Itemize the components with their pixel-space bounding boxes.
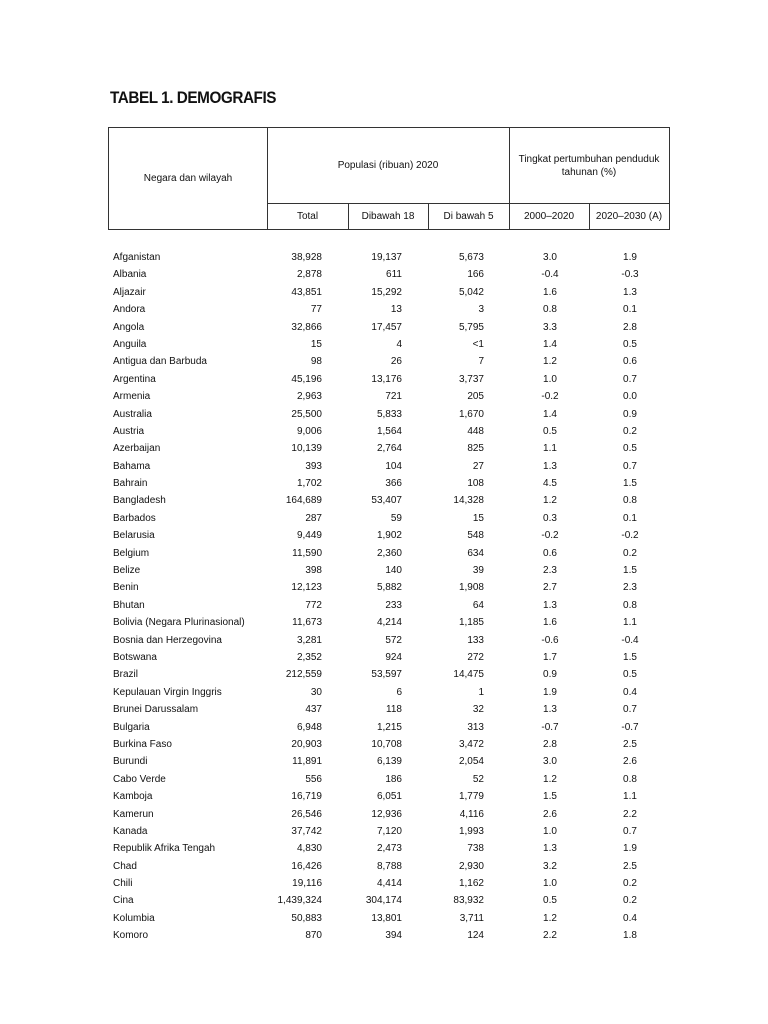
under-5-cell: 39	[472, 565, 484, 577]
total-cell: 287	[305, 512, 322, 524]
total-cell: 772	[305, 599, 322, 611]
growth-2020-2030-cell: 0.9	[623, 408, 637, 420]
total-cell: 15	[310, 338, 322, 350]
growth-2020-2030-cell: 1.9	[623, 252, 637, 263]
under-5-cell: 3,472	[458, 738, 484, 750]
table-row	[0, 510, 768, 527]
growth-2000-2020-cell: 1.2	[543, 912, 557, 924]
growth-2000-2020-cell: -0.7	[541, 721, 559, 733]
growth-2000-2020-cell: 1.7	[543, 651, 557, 663]
under-5-cell: 3,711	[459, 912, 484, 924]
growth-2000-2020-cell: 0.3	[543, 512, 557, 524]
growth-2000-2020-cell: 1.3	[543, 599, 557, 611]
growth-2020-2030-cell: -0.2	[621, 530, 639, 542]
total-cell: 37,742	[291, 825, 322, 837]
total-cell: 77	[310, 304, 322, 316]
country-cell: Belize	[113, 565, 141, 577]
under-18-cell: 1,564	[376, 425, 402, 437]
under-18-cell: 13	[390, 304, 402, 316]
table-row	[0, 284, 768, 301]
under-5-cell: 83,932	[453, 895, 484, 907]
under-5-cell: 64	[472, 599, 484, 611]
header-under-18: Dibawah 18	[361, 210, 415, 222]
under-5-cell: 124	[467, 930, 484, 942]
growth-2000-2020-cell: -0.2	[541, 530, 559, 542]
country-cell: Cina	[113, 895, 134, 907]
growth-2020-2030-cell: 1.5	[623, 565, 637, 577]
table-row	[0, 614, 768, 631]
growth-2000-2020-cell: 1.1	[543, 443, 557, 455]
country-cell: Bosnia dan Herzegovina	[113, 634, 222, 646]
growth-2020-2030-cell: 1.5	[623, 478, 637, 490]
under-18-cell: 17,457	[371, 321, 402, 333]
table-row	[0, 632, 768, 649]
country-cell: Bahama	[113, 460, 151, 472]
under-18-cell: 4,414	[376, 878, 402, 890]
table-row	[0, 423, 768, 440]
table-row	[0, 649, 768, 666]
total-cell: 20,903	[291, 738, 322, 750]
under-18-cell: 1,902	[376, 530, 402, 542]
table-row	[0, 406, 768, 423]
growth-2020-2030-cell: 2.6	[623, 756, 637, 768]
growth-2020-2030-cell: 2.3	[623, 582, 637, 594]
growth-2000-2020-cell: 1.0	[543, 825, 557, 837]
total-cell: 212,559	[285, 669, 322, 681]
table-row	[0, 249, 768, 266]
table-row	[0, 597, 768, 614]
table-header	[108, 127, 670, 230]
country-cell: Burundi	[113, 756, 148, 768]
table-row	[0, 475, 768, 492]
growth-2020-2030-cell: -0.3	[621, 269, 639, 281]
country-cell: Bulgaria	[113, 721, 150, 733]
under-5-cell: 272	[467, 651, 484, 663]
growth-2020-2030-cell: 0.8	[623, 599, 637, 611]
table-row	[0, 719, 768, 736]
table-body	[0, 249, 768, 945]
growth-2000-2020-cell: -0.6	[541, 634, 559, 646]
table-row	[0, 562, 768, 579]
growth-2000-2020-cell: 1.3	[543, 460, 557, 472]
under-5-cell: 27	[472, 460, 484, 472]
under-5-cell: 108	[467, 478, 484, 490]
under-5-cell: 448	[467, 425, 484, 437]
under-18-cell: 5,882	[376, 582, 402, 594]
country-cell: Belarusia	[113, 530, 155, 542]
growth-2000-2020-cell: -0.4	[541, 269, 559, 281]
country-cell: Kamboja	[113, 791, 153, 803]
total-cell: 2,963	[296, 391, 322, 403]
growth-2020-2030-cell: 1.8	[623, 930, 637, 942]
under-18-cell: 2,473	[376, 843, 402, 855]
country-cell: Armenia	[113, 391, 151, 403]
header-country: Negara dan wilayah	[143, 173, 233, 184]
under-18-cell: 19,137	[371, 252, 402, 263]
growth-2020-2030-cell: -0.7	[621, 721, 639, 733]
table-row	[0, 892, 768, 909]
table-row	[0, 840, 768, 857]
total-cell: 38,928	[291, 252, 322, 263]
total-cell: 32,866	[291, 321, 322, 333]
total-cell: 6,948	[296, 721, 322, 733]
under-5-cell: 634	[467, 547, 484, 559]
growth-2020-2030-cell: 0.8	[623, 495, 637, 507]
under-18-cell: 104	[385, 460, 402, 472]
under-18-cell: 12,936	[371, 808, 402, 820]
country-cell: Argentina	[113, 373, 156, 385]
growth-2020-2030-cell: 1.5	[623, 651, 637, 663]
growth-2020-2030-cell: 0.7	[623, 460, 637, 472]
under-5-cell: 3,737	[458, 373, 484, 385]
header-growth: Tingkat pertumbuhan penduduk tahunan (%)	[518, 153, 660, 178]
country-cell: Austria	[113, 425, 145, 437]
table-row	[0, 910, 768, 927]
under-18-cell: 140	[385, 565, 402, 577]
under-5-cell: 1,908	[458, 582, 484, 594]
total-cell: 556	[305, 773, 322, 785]
growth-2020-2030-cell: 0.5	[623, 338, 637, 350]
country-cell: Republik Afrika Tengah	[113, 843, 216, 855]
total-cell: 4,830	[296, 843, 322, 855]
growth-2000-2020-cell: 1.6	[543, 286, 557, 298]
under-18-cell: 4,214	[376, 617, 402, 629]
growth-2000-2020-cell: 2.6	[543, 808, 557, 820]
growth-2000-2020-cell: 1.9	[543, 686, 557, 698]
country-cell: Barbados	[113, 512, 156, 524]
country-cell: Kepulauan Virgin Inggris	[113, 686, 222, 698]
country-cell: Brazil	[113, 669, 139, 681]
under-5-cell: 1	[478, 686, 484, 698]
country-cell: Chad	[113, 860, 137, 872]
growth-2000-2020-cell: 0.8	[543, 304, 557, 316]
growth-2000-2020-cell: 1.3	[543, 843, 557, 855]
under-18-cell: 572	[385, 634, 402, 646]
country-cell: Kamerun	[113, 808, 154, 820]
under-18-cell: 13,801	[371, 912, 402, 924]
growth-2000-2020-cell: 1.4	[543, 408, 557, 420]
growth-2000-2020-cell: 2.2	[543, 930, 557, 942]
growth-2000-2020-cell: 3.0	[543, 756, 557, 768]
growth-2000-2020-cell: 2.8	[543, 738, 557, 750]
total-cell: 50,883	[291, 912, 322, 924]
page-title: TABEL 1. DEMOGRAFIS	[110, 88, 277, 107]
growth-2020-2030-cell: 0.4	[623, 686, 637, 698]
growth-2000-2020-cell: 1.6	[543, 617, 557, 629]
growth-2020-2030-cell: 1.3	[623, 286, 637, 298]
header-under-5: Di bawah 5	[443, 210, 494, 222]
under-5-cell: 825	[467, 443, 484, 455]
table-row	[0, 788, 768, 805]
growth-2020-2030-cell: 0.2	[623, 878, 637, 890]
total-cell: 1,702	[296, 478, 322, 490]
growth-2000-2020-cell: 2.7	[543, 582, 557, 594]
under-5-cell: 738	[467, 843, 484, 855]
under-5-cell: 4,116	[459, 808, 484, 820]
under-18-cell: 366	[385, 478, 402, 490]
under-18-cell: 15,292	[371, 286, 402, 298]
growth-2020-2030-cell: 2.2	[623, 808, 637, 820]
country-cell: Belgium	[113, 547, 150, 559]
header-growth-2000-2020: 2000–2020	[523, 210, 575, 222]
under-18-cell: 186	[385, 773, 402, 785]
growth-2020-2030-cell: 0.7	[623, 373, 637, 385]
under-5-cell: 5,042	[458, 286, 484, 298]
growth-2020-2030-cell: 0.5	[623, 669, 637, 681]
country-cell: Kanada	[113, 825, 148, 837]
table-row	[0, 319, 768, 336]
country-cell: Australia	[113, 408, 152, 420]
growth-2000-2020-cell: 4.5	[543, 478, 557, 490]
growth-2020-2030-cell: 0.8	[623, 773, 637, 785]
growth-2000-2020-cell: 1.2	[543, 495, 557, 507]
growth-2000-2020-cell: -0.2	[541, 391, 559, 403]
table-row	[0, 579, 768, 596]
growth-2000-2020-cell: 1.5	[543, 791, 557, 803]
total-cell: 10,139	[291, 443, 322, 455]
under-5-cell: 14,475	[453, 669, 484, 681]
growth-2020-2030-cell: 0.2	[623, 895, 637, 907]
total-cell: 19,116	[292, 878, 322, 890]
growth-2020-2030-cell: 0.5	[623, 443, 637, 455]
growth-2020-2030-cell: -0.4	[621, 634, 639, 646]
table-row	[0, 492, 768, 509]
under-18-cell: 233	[385, 599, 402, 611]
total-cell: 11,673	[292, 617, 322, 629]
total-cell: 164,689	[285, 495, 322, 507]
under-18-cell: 6,051	[376, 791, 402, 803]
growth-2000-2020-cell: 1.0	[543, 373, 557, 385]
country-cell: Afganistan	[113, 252, 161, 263]
growth-2000-2020-cell: 0.6	[543, 547, 557, 559]
table-row	[0, 388, 768, 405]
total-cell: 393	[305, 460, 322, 472]
under-18-cell: 611	[386, 269, 402, 281]
under-18-cell: 4	[396, 338, 402, 350]
country-cell: Bhutan	[113, 599, 145, 611]
growth-2020-2030-cell: 0.6	[623, 356, 637, 368]
under-5-cell: 205	[467, 391, 484, 403]
table-row	[0, 371, 768, 388]
total-cell: 25,500	[291, 408, 322, 420]
under-5-cell: 1,162	[458, 878, 484, 890]
header-population: Populasi (ribuan) 2020	[337, 160, 439, 171]
growth-2000-2020-cell: 3.0	[543, 252, 557, 263]
under-5-cell: 1,670	[458, 408, 484, 420]
total-cell: 9,006	[296, 425, 322, 437]
total-cell: 98	[310, 356, 322, 368]
under-5-cell: 1,185	[458, 617, 484, 629]
total-cell: 2,352	[296, 651, 322, 663]
under-18-cell: 8,788	[376, 860, 402, 872]
under-18-cell: 394	[385, 930, 402, 942]
under-18-cell: 304,174	[365, 895, 402, 907]
country-cell: Andora	[113, 304, 146, 316]
growth-2020-2030-cell: 0.7	[623, 704, 637, 716]
growth-2000-2020-cell: 3.2	[543, 860, 557, 872]
growth-2000-2020-cell: 2.3	[543, 565, 557, 577]
under-5-cell: 166	[467, 269, 484, 281]
under-5-cell: 1,993	[458, 825, 484, 837]
under-5-cell: 3	[478, 304, 484, 316]
under-18-cell: 53,597	[371, 669, 402, 681]
growth-2020-2030-cell: 1.1	[623, 617, 637, 629]
table-row	[0, 458, 768, 475]
under-18-cell: 53,407	[371, 495, 402, 507]
country-cell: Komoro	[113, 930, 149, 942]
under-18-cell: 6,139	[376, 756, 402, 768]
country-cell: Azerbaijan	[113, 443, 161, 455]
table-row	[0, 753, 768, 770]
total-cell: 11,590	[292, 547, 322, 559]
under-5-cell: 14,328	[453, 495, 484, 507]
under-18-cell: 10,708	[371, 738, 402, 750]
table-row	[0, 301, 768, 318]
total-cell: 870	[305, 930, 322, 942]
under-5-cell: 32	[472, 704, 484, 716]
table-row	[0, 806, 768, 823]
total-cell: 16,719	[291, 791, 322, 803]
country-cell: Angola	[113, 321, 145, 333]
total-cell: 1,439,324	[277, 895, 322, 907]
under-5-cell: <1	[472, 338, 484, 350]
total-cell: 2,878	[296, 269, 322, 281]
total-cell: 26,546	[291, 808, 322, 820]
growth-2020-2030-cell: 0.2	[623, 425, 637, 437]
under-18-cell: 13,176	[371, 373, 402, 385]
total-cell: 45,196	[291, 373, 322, 385]
under-5-cell: 313	[467, 721, 484, 733]
table-row	[0, 666, 768, 683]
country-cell: Burkina Faso	[113, 738, 172, 750]
total-cell: 12,123	[291, 582, 322, 594]
table-row	[0, 440, 768, 457]
table-row	[0, 701, 768, 718]
under-18-cell: 5,833	[376, 408, 402, 420]
growth-2020-2030-cell: 0.7	[623, 825, 637, 837]
total-cell: 398	[305, 565, 322, 577]
under-5-cell: 15	[472, 512, 484, 524]
country-cell: Benin	[113, 582, 139, 594]
total-cell: 9,449	[296, 530, 322, 542]
under-5-cell: 1,779	[458, 791, 484, 803]
header-total: Total	[296, 210, 319, 222]
growth-2000-2020-cell: 1.0	[543, 878, 557, 890]
growth-2000-2020-cell: 0.5	[543, 895, 557, 907]
total-cell: 11,891	[292, 756, 322, 768]
under-5-cell: 133	[467, 634, 484, 646]
total-cell: 16,426	[291, 860, 322, 872]
growth-2020-2030-cell: 0.1	[623, 512, 637, 524]
table-row	[0, 823, 768, 840]
under-18-cell: 2,360	[376, 547, 402, 559]
table-row	[0, 353, 768, 370]
growth-2000-2020-cell: 0.9	[543, 669, 557, 681]
country-cell: Chili	[113, 878, 133, 890]
table-row	[0, 545, 768, 562]
under-18-cell: 2,764	[376, 443, 402, 455]
total-cell: 437	[305, 704, 322, 716]
under-18-cell: 924	[385, 651, 402, 663]
country-cell: Albania	[113, 269, 147, 281]
country-cell: Brunei Darussalam	[113, 704, 199, 716]
total-cell: 43,851	[291, 286, 322, 298]
under-18-cell: 59	[390, 512, 402, 524]
under-5-cell: 7	[478, 356, 484, 368]
table-row	[0, 336, 768, 353]
table-row	[0, 684, 768, 701]
growth-2020-2030-cell: 2.5	[623, 860, 637, 872]
country-cell: Botswana	[113, 651, 157, 663]
header-growth-2020-2030: 2020–2030 (A)	[595, 210, 663, 222]
country-cell: Anguila	[113, 338, 147, 350]
table-row	[0, 771, 768, 788]
growth-2020-2030-cell: 1.9	[623, 843, 637, 855]
total-cell: 3,281	[296, 634, 322, 646]
growth-2020-2030-cell: 1.1	[623, 791, 637, 803]
under-5-cell: 2,054	[458, 756, 484, 768]
total-cell: 30	[310, 686, 322, 698]
under-5-cell: 5,673	[458, 252, 484, 263]
growth-2020-2030-cell: 0.2	[623, 547, 637, 559]
country-cell: Bangladesh	[113, 495, 166, 507]
table-row	[0, 858, 768, 875]
country-cell: Antigua dan Barbuda	[113, 356, 207, 368]
under-18-cell: 6	[396, 686, 402, 698]
country-cell: Bolivia (Negara Plurinasional)	[113, 617, 245, 629]
under-18-cell: 26	[390, 356, 402, 368]
under-5-cell: 5,795	[458, 321, 484, 333]
country-cell: Aljazair	[113, 286, 146, 298]
under-18-cell: 721	[385, 391, 402, 403]
table-row	[0, 736, 768, 753]
growth-2000-2020-cell: 1.3	[543, 704, 557, 716]
under-5-cell: 2,930	[458, 860, 484, 872]
table-row	[0, 527, 768, 544]
under-18-cell: 1,215	[376, 721, 402, 733]
growth-2020-2030-cell: 0.0	[623, 391, 637, 403]
country-cell: Cabo Verde	[113, 773, 166, 785]
growth-2000-2020-cell: 1.2	[543, 773, 557, 785]
growth-2020-2030-cell: 2.5	[623, 738, 637, 750]
country-cell: Kolumbia	[113, 912, 155, 924]
table-row	[0, 875, 768, 892]
country-cell: Bahrain	[113, 478, 148, 490]
growth-2000-2020-cell: 3.3	[543, 321, 557, 333]
growth-2000-2020-cell: 1.4	[543, 338, 557, 350]
growth-2000-2020-cell: 1.2	[543, 356, 557, 368]
under-5-cell: 52	[472, 773, 484, 785]
table-row	[0, 927, 768, 944]
under-5-cell: 548	[467, 530, 484, 542]
growth-2000-2020-cell: 0.5	[543, 425, 557, 437]
under-18-cell: 7,120	[376, 825, 402, 837]
growth-2020-2030-cell: 0.4	[623, 912, 637, 924]
under-18-cell: 118	[386, 704, 402, 716]
growth-2020-2030-cell: 2.8	[623, 321, 637, 333]
growth-2020-2030-cell: 0.1	[623, 304, 637, 316]
table-row	[0, 266, 768, 283]
